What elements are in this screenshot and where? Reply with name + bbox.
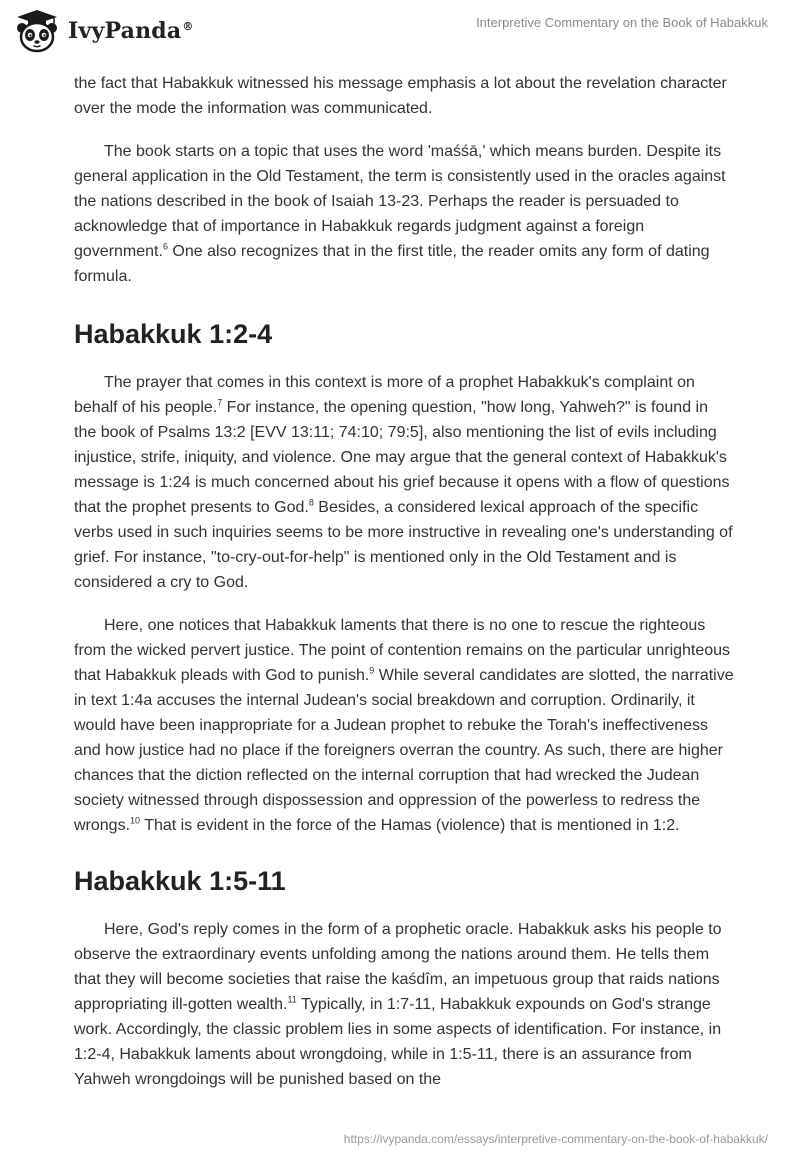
paragraph-text: Here, one notices that Habakkuk laments that there is no one to rescue the righteous from the wicked pervert justice. The point of contention remains on the particular unrighteous that Habakkuk pleads with God to punish.: [74, 617, 731, 684]
footnote-ref: 11: [287, 994, 297, 1005]
paragraph-text: That is evident in the force of the Hamas (violence) that is mentioned in 1:2.: [140, 817, 680, 834]
logo-wordmark: IvyPanda: [68, 18, 182, 44]
paragraph: [74, 139, 734, 289]
footnote-ref: 9: [369, 665, 375, 676]
document-title: Interpretive Commentary on the Book of Habakkuk: [476, 15, 768, 30]
paragraph-continued: the fact that Habakkuk witnessed his message emphasis a lot about the revelation character over the mode the information was communicated.: [74, 75, 727, 117]
footnote-ref: 7: [217, 397, 223, 408]
paragraph: [74, 613, 734, 838]
page-header: [0, 0, 800, 66]
paragraph-text: The book starts on a topic that uses the word 'maśśā,' which means burden. Despite its general application in the Old Testament, the term is consistently used in the oracles against the nations described in the book of Isaiah 13-23. Perhaps the reader is persuaded to acknowledge that of importance in Habakkuk regards judgment against a foreign government.: [74, 143, 726, 260]
logo[interactable]: [14, 9, 194, 53]
section-heading: Habakkuk 1:2-4: [74, 319, 273, 349]
footnote-ref: 6: [162, 241, 168, 252]
panda-logo-icon: [14, 9, 60, 53]
section-heading: Habakkuk 1:5-11: [74, 866, 286, 896]
paragraph-text: The prayer that comes in this context is more of a prophet Habakkuk's complaint on behalf of his people.: [74, 374, 695, 416]
footnote-ref: 10: [130, 815, 141, 826]
paragraph-text: Here, God's reply comes in the form of a prophetic oracle. Habakkuk asks his people to observe the extraordinary events unfolding among the nations around them. He tells them that they will become societies that raise the kaśdîm, an impetuous group that raids nations appropriating ill-gotten wealth.: [74, 921, 722, 1013]
footnote-ref: 8: [308, 497, 314, 508]
paragraph-text: Besides, a considered lexical approach of the specific verbs used in such inquiries seems to be more instructive in revealing one's understanding of grief. For instance, "to-cry-out-for-help" is mentioned only in the Old Testament and is considered a cry to God.: [74, 499, 733, 591]
paragraph: [74, 917, 734, 1092]
article-body: [74, 71, 734, 1110]
source-url[interactable]: https://ivypanda.com/essays/interpretive-commentary-on-the-book-of-habakkuk/: [343, 1132, 768, 1146]
paragraph-text: While several candidates are slotted, the narrative in text 1:4a accuses the internal Judean's social breakdown and corruption. Ordinarily, it would have been inappropriate for a Judean prophet to rebuke the Torah's ineffectiveness and how justice had no place if the foreigners overran the country. As such, there are higher chances that the diction reflected on the internal corruption that had wrecked the Judean society witnessed through dispossession and oppression of the powerless to redress the wrongs.: [74, 667, 734, 834]
logo-text: [68, 18, 194, 44]
paragraph-text: Typically, in 1:7-11, Habakkuk expounds on God's strange work. Accordingly, the classic problem lies in some aspects of identification. For instance, in 1:2-4, Habakkuk laments about wrongdoing, while in 1:5-11, there is an assurance from Yahweh wrongdoings will be punished based on the: [74, 996, 722, 1088]
registered-mark: ®: [182, 19, 194, 33]
paragraph-text: One also recognizes that in the first title, the reader omits any form of dating formula.: [74, 243, 710, 285]
paragraph-text: For instance, the opening question, "how long, Yahweh?" is found in the book of Psalms 13:2 [EVV 13:11; 74:10; 79:5], also mentioning the list of evils including injustice, strife, iniquity, and violence. One may argue that the general context of Habakkuk's message is 1:24 is much concerned about his grief because it opens with a flow of questions that the prophet presents to God.: [74, 399, 730, 516]
paragraph: [74, 370, 734, 595]
